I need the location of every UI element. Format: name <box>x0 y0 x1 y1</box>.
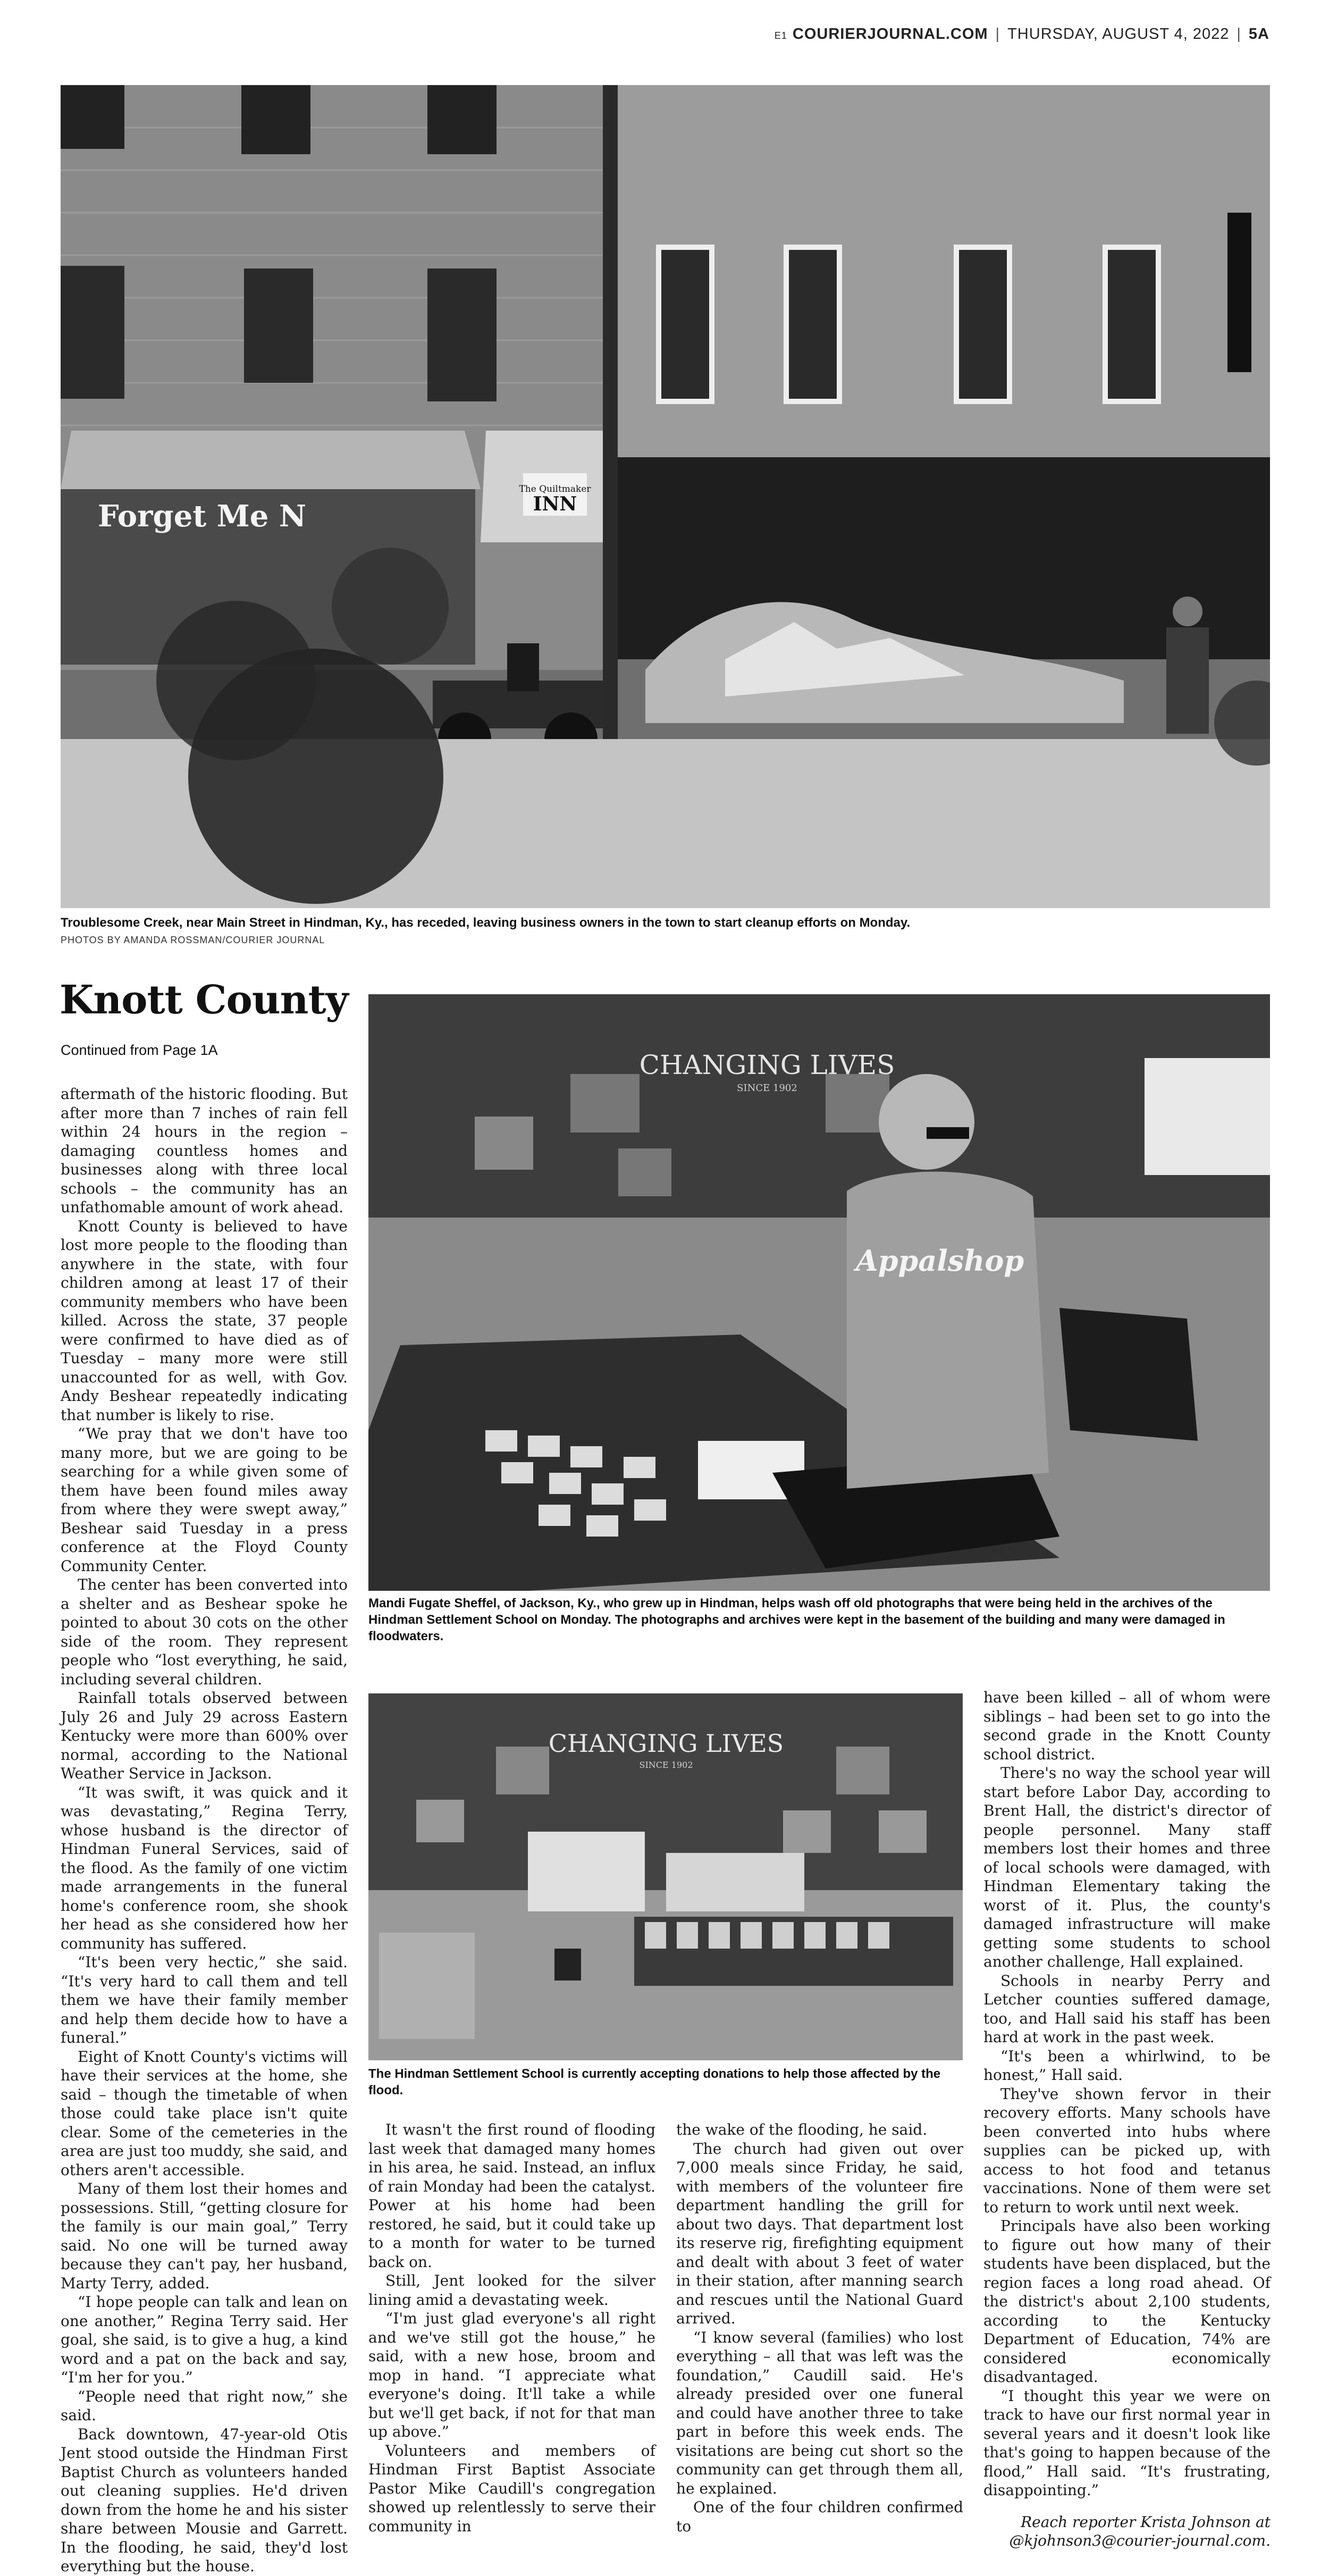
col4-paragraph: Principals have also been working to figure out how many of their students have been displaced, but the region faces a long road ahead. Of the district's about 2,100 students, according to the Kentucky Department of Education, 74% are considered economically disadvantaged. <box>983 2217 1271 2386</box>
col4-paragraph: “I thought this year we were on track to have our first normal year in several years and it doesn't look like that's going to happen because of the flood,” Hall said. “It's frustrating, disappointing.” <box>983 2387 1271 2499</box>
col3-paragraph: the wake of the flooding, he said. <box>676 2121 928 2138</box>
col2-paragraph: It wasn't the first round of flooding last week that damaged many homes in his area, he said. Instead, an influx of rain Monday had been the catalyst. Power at his home had been restored, he said, but it could take up to a month for water to be turned back on. <box>368 2121 655 2271</box>
col3-paragraph: “I know several (families) who lost everything – all that was left was the foundation,” Caudill said. He's already presided over one funeral and could have another three to take part in before this week ends. The visitations are being cut short so the community can get through them all, he explained. <box>676 2328 963 2497</box>
col4-paragraph: “It's been a whirlwind, to be honest,” Hall said. <box>983 2047 1271 2084</box>
quiltmaker-sign: The Quiltmaker <box>519 484 591 494</box>
page-number: 5A <box>1248 26 1269 43</box>
col1-paragraph: Eight of Knott County's victims will have their services at the home, she said – though the timetable of when those could take place isn't quite clear. Some of the cemeteries in the area are just too muddy, she said, and others aren't accessible. <box>61 2048 348 2179</box>
col2-paragraph: Volunteers and members of Hindman First Baptist Associate Pastor Mike Caudill's congregation showed up relentlessly to serve their community in <box>368 2441 655 2535</box>
col1-paragraph: Rainfall totals observed between July 26 and July 29 across Eastern Kentucky were more than 600% over normal, according to the National Weather Service in Jackson. <box>61 1689 348 1782</box>
col1-paragraph: aftermath of the historic flooding. But after more than 7 inches of rain fell within 24 hours in the region – damaging countless homes and businesses along with three local schools – the community has an unfathomable amount of work ahead. <box>61 1085 348 1216</box>
reporter-signature: Reach reporter Krista Johnson at @kjohnson3@courier-journal.com. <box>1009 2513 1271 2549</box>
col3-paragraph: One of the four children confirmed to <box>676 2498 963 2535</box>
banner-changing-lives-2: CHANGING LIVES <box>548 1729 784 1758</box>
col1-paragraph: Back downtown, 47-year-old Otis Jent stood outside the Hindman First Baptist Church as volunteers handed out cleaning supplies. He'd driven down from the home he and his sister share between Mousie and Garrett. In the flooding, he said, they'd lost everything but the house. <box>61 2425 348 2575</box>
col2-paragraph: “I'm just glad everyone's all right and we've still got the house,” he said, with a new hose, broom and mop in hand. “I appreciate what everyone's doing. It'll take a while but we'll get back, if not for that man up above.” <box>368 2310 655 2440</box>
shirt-logo: Appalshop <box>855 1244 1024 1278</box>
col1-paragraph: “It's been very hectic,” she said. “It's very hard to call them and tell them we have their family member and help them decide how to have a funeral.” <box>61 1953 348 2046</box>
column-1 <box>61 1085 348 2576</box>
banner-changing-lives: CHANGING LIVES <box>639 1050 895 1080</box>
edition-code: E1 <box>774 30 787 41</box>
continued-line: Continued from Page 1A <box>61 1042 218 1058</box>
col2-paragraph: Still, Jent looked for the silver lining amid a devastating week. <box>368 2272 655 2309</box>
page-header: E1 COURIERJOURNAL.COM | THURSDAY, AUGUST 4, 2022 | 5A <box>774 26 1269 43</box>
top-photo-caption: Troublesome Creek, near Main Street in Hindman, Ky., has receded, leaving business owners in the town to start cleanup efforts on Monday. <box>61 916 911 930</box>
col1-paragraph: “We pray that we don't have too many more, but we are going to be searching for a while given some of them have been found miles away from where they were swept away,” Beshear said Tuesday in a press conference at the Floyd County Community Center. <box>61 1425 348 1575</box>
col1-paragraph: “People need that right now,” she said. <box>61 2387 348 2424</box>
column-2 <box>368 2120 655 2536</box>
inn-sign: INN <box>533 493 577 515</box>
publication-date: THURSDAY, AUGUST 4, 2022 <box>1007 26 1230 43</box>
forget-me-not-sign: Forget Me N <box>98 499 306 534</box>
col1-paragraph: The center has been converted into a shelter and as Beshear spoke he pointed to about 30 cots on the other side of the room. They represent people who “lost everything, he said, including several children. <box>61 1576 348 1688</box>
col1-paragraph: “I hope people can talk and lean on one another,” Regina Terry said. Her goal, she said, is to give a hug, a kind word and a pat on the back and say, “I'm her for you.” <box>61 2293 348 2386</box>
archive-photo <box>368 994 1270 1591</box>
archive-photo-caption: Mandi Fugate Sheffel, of Jackson, Ky., who grew up in Hindman, helps wash off old photographs that were being held in the archives of the Hindman Settlement School on Monday. The photographs and archives were kept in the basement of the building and many were damaged in floodwaters. <box>368 1596 1225 1643</box>
col1-paragraph: “It was swift, it was quick and it was devastating,” Regina Terry, whose husband is the director of Hindman Funeral Services, said of the flood. As the family of one victim made arrangements in the funeral home's conference room, she shook her head as she considered how her community has suffered. <box>61 1783 348 1952</box>
col3-paragraph: The church had given out over 7,000 meals since Friday, he said, with members of the volunteer fire department handling the grill for about two days. That department lost its reserve rig, firefighting equipment and dealt with about 3 feet of water in their station, after manning search and rescues until the National Guard arrived. <box>676 2139 963 2327</box>
column-3 <box>676 2120 963 2536</box>
donations-photo-caption: The Hindman Settlement School is currently accepting donations to help those affected by the flood. <box>368 2067 941 2097</box>
site-name: COURIERJOURNAL.COM <box>792 26 988 43</box>
col4-paragraph: Schools in nearby Perry and Letcher counties suffered damage, too, and Hall said his staff has been hard at work in the past week. <box>983 1971 1271 2046</box>
column-4 <box>983 1688 1271 2550</box>
main-street-photo <box>61 85 1270 908</box>
col4-paragraph: They've shown fervor in their recovery efforts. Many schools have been converted into hubs where supplies can be picked up, with access to hot food and tetanus vaccinations. None of them were set to return to work until next week. <box>983 2085 1271 2216</box>
donations-photo <box>368 1693 963 2060</box>
col1-paragraph: Knott County is believed to have lost more people to the flooding than anywhere in the state, with four children among at least 17 of their community members who have been killed. Across the state, 37 people were confirmed to have died as of Tuesday – many more were still unaccounted for as well, with Gov. Andy Beshear repeatedly indicating that number is likely to rise. <box>61 1217 348 1424</box>
banner-since: SINCE 1902 <box>737 1083 797 1094</box>
col1-paragraph: Many of them lost their homes and possessions. Still, “getting closure for the family is our main goal,” Terry said. No one will be turned away because they can't pay, her husband, Marty Terry, added. <box>61 2180 348 2292</box>
col4-paragraph: have been killed – all of whom were siblings – had been set to go into the second grade in the Knott County school district. <box>983 1689 1271 1763</box>
article-headline: Knott County <box>60 977 348 1023</box>
photo-credit: PHOTOS BY AMANDA ROSSMAN/COURIER JOURNAL <box>61 935 325 945</box>
banner-since-2: SINCE 1902 <box>639 1760 693 1770</box>
col4-paragraph: There's no way the school year will start before Labor Day, according to Brent Hall, the district's director of people personnel. Many staff members lost their homes and three of local schools were damaged, with Hindman Elementary taking the worst of it. Plus, the county's damaged infrastructure will make getting some students to school another challenge, Hall explained. <box>983 1764 1271 1970</box>
